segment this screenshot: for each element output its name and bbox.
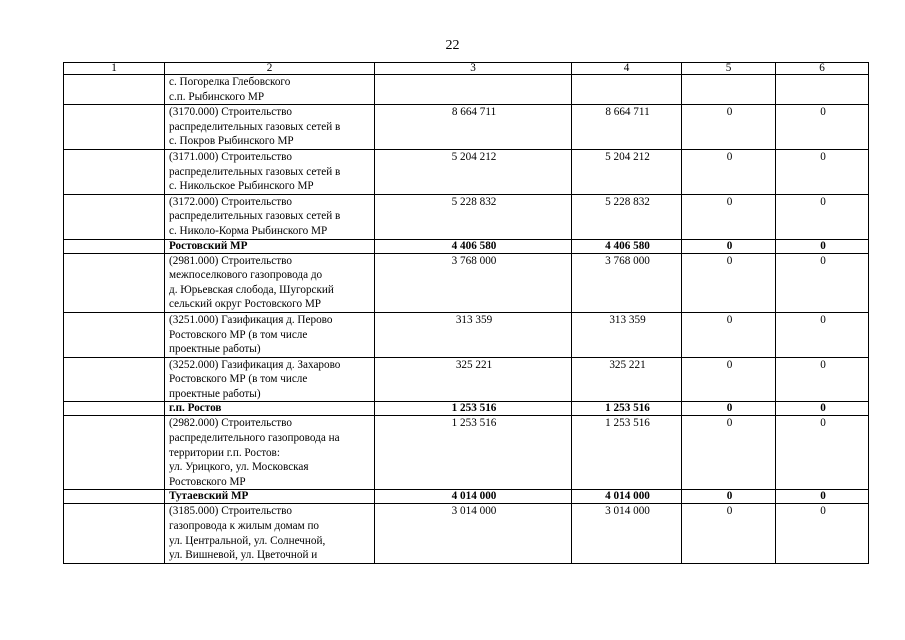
- description-line: сельский округ Ростовского МР: [169, 298, 322, 311]
- cell-c6: [776, 75, 869, 105]
- cell-col-1: [64, 149, 165, 194]
- cell-c4: 4 014 000: [572, 490, 682, 504]
- cell-col-1: [64, 253, 165, 312]
- cell-description: [165, 416, 375, 490]
- table-row: [64, 312, 869, 357]
- cell-col-1: [64, 239, 165, 253]
- description-line: (3171.000) Строительство: [169, 150, 292, 163]
- cell-c4: 8 664 711: [572, 105, 682, 150]
- cell-c3: 325 221: [375, 357, 572, 402]
- cell-c5: 0: [682, 194, 776, 239]
- cell-c5: 0: [682, 504, 776, 563]
- description-line: межпоселкового газопровода до: [169, 269, 323, 282]
- page-number: 22: [445, 38, 460, 53]
- cell-c4: 5 228 832: [572, 194, 682, 239]
- description-line: с. Никольское Рыбинского МР: [169, 180, 314, 193]
- cell-description: [165, 312, 375, 357]
- cell-c3: 5 228 832: [375, 194, 572, 239]
- cell-c5: [682, 75, 776, 105]
- cell-col-1: [64, 105, 165, 150]
- cell-c6: 0: [776, 253, 869, 312]
- table-row: [64, 357, 869, 402]
- cell-col-1: [64, 504, 165, 563]
- cell-c3: 8 664 711: [375, 105, 572, 150]
- cell-description: [165, 194, 375, 239]
- cell-c3: [375, 75, 572, 105]
- cell-c4: [572, 75, 682, 105]
- cell-c5: 0: [682, 239, 776, 253]
- cell-c6: 0: [776, 357, 869, 402]
- column-header: 2: [165, 63, 375, 75]
- cell-col-1: [64, 75, 165, 105]
- description-line: Ростовского МР (в том числе: [169, 328, 308, 341]
- cell-description: [165, 105, 375, 150]
- table-row: [64, 149, 869, 194]
- description-line: (2981.000) Строительство: [169, 254, 292, 267]
- description-line: ул. Вишневой, ул. Цветочной и: [169, 549, 318, 562]
- cell-c5: 0: [682, 312, 776, 357]
- column-header: 4: [572, 63, 682, 75]
- subtotal-row: [64, 239, 869, 253]
- description-line: распределительных газовых сетей в: [169, 210, 341, 223]
- cell-c5: 0: [682, 490, 776, 504]
- cell-c6: 0: [776, 490, 869, 504]
- description-line: Ростовского МР: [169, 475, 246, 488]
- cell-col-1: [64, 357, 165, 402]
- cell-c6: 0: [776, 194, 869, 239]
- description-line: распределительных газовых сетей в: [169, 165, 341, 178]
- budget-table: [63, 62, 869, 564]
- description-line: распределительных газовых сетей в: [169, 120, 341, 133]
- cell-c6: 0: [776, 149, 869, 194]
- cell-c6: 0: [776, 402, 869, 416]
- cell-c4: 313 359: [572, 312, 682, 357]
- cell-c3: 5 204 212: [375, 149, 572, 194]
- cell-c4: 4 406 580: [572, 239, 682, 253]
- cell-c6: 0: [776, 416, 869, 490]
- table-row: [64, 194, 869, 239]
- table-body: [64, 63, 869, 564]
- cell-description: [165, 490, 375, 504]
- description-line: ул. Урицкого, ул. Московская: [169, 461, 309, 474]
- cell-c4: 1 253 516: [572, 402, 682, 416]
- cell-c6: 0: [776, 239, 869, 253]
- description-line: территории г.п. Ростов:: [169, 446, 280, 459]
- cell-c6: 0: [776, 312, 869, 357]
- description-line: д. Юрьевская слобода, Шугорский: [169, 283, 334, 296]
- cell-c3: 3 768 000: [375, 253, 572, 312]
- column-header: 3: [375, 63, 572, 75]
- cell-c3: 313 359: [375, 312, 572, 357]
- table-row: [64, 253, 869, 312]
- cell-description: [165, 75, 375, 105]
- description-line: проектные работы): [169, 387, 261, 400]
- cell-c4: 5 204 212: [572, 149, 682, 194]
- cell-description: [165, 253, 375, 312]
- description-line: проектные работы): [169, 343, 261, 356]
- cell-col-1: [64, 312, 165, 357]
- cell-c4: 3 768 000: [572, 253, 682, 312]
- description-line: с. Погорелка Глебовского: [169, 76, 291, 88]
- cell-description: [165, 504, 375, 563]
- description-line: (2982.000) Строительство: [169, 417, 292, 430]
- description-line: с. Покров Рыбинского МР: [169, 135, 294, 148]
- subtotal-row: [64, 490, 869, 504]
- cell-c4: 325 221: [572, 357, 682, 402]
- description-line: газопровода к жилым домам по: [169, 520, 320, 533]
- cell-c4: 3 014 000: [572, 504, 682, 563]
- cell-c5: 0: [682, 105, 776, 150]
- description-line: распределительного газопровода на: [169, 432, 340, 445]
- description-line: (3170.000) Строительство: [169, 106, 292, 119]
- cell-c5: 0: [682, 253, 776, 312]
- cell-col-1: [64, 194, 165, 239]
- cell-c3: 3 014 000: [375, 504, 572, 563]
- cell-col-1: [64, 416, 165, 490]
- description-line: ул. Центральной, ул. Солнечной,: [169, 534, 326, 547]
- cell-description: [165, 239, 375, 253]
- cell-c5: 0: [682, 357, 776, 402]
- table-row: [64, 416, 869, 490]
- cell-description: [165, 402, 375, 416]
- table-row: [64, 504, 869, 563]
- subtotal-row: [64, 402, 869, 416]
- description-line: Ростовского МР (в том числе: [169, 373, 308, 386]
- description-line: (3185.000) Строительство: [169, 505, 292, 518]
- cell-c3: 1 253 516: [375, 416, 572, 490]
- column-header: 1: [64, 63, 165, 75]
- description-line: (3172.000) Строительство: [169, 195, 292, 208]
- table-row: [64, 75, 869, 105]
- cell-description: [165, 357, 375, 402]
- description-line: с. Николо-Корма Рыбинского МР: [169, 224, 328, 237]
- table-row: [64, 105, 869, 150]
- description-line: (3252.000) Газификация д. Захарово: [169, 358, 341, 371]
- description-line: с.п. Рыбинского МР: [169, 90, 265, 103]
- cell-c3: 4 014 000: [375, 490, 572, 504]
- description-line: Ростовский МР: [169, 239, 248, 252]
- cell-c4: 1 253 516: [572, 416, 682, 490]
- description-line: (3251.000) Газификация д. Перово: [169, 313, 333, 326]
- description-line: г.п. Ростов: [169, 402, 222, 415]
- column-header: 5: [682, 63, 776, 75]
- cell-c5: 0: [682, 149, 776, 194]
- cell-col-1: [64, 402, 165, 416]
- cell-col-1: [64, 490, 165, 504]
- column-header: 6: [776, 63, 869, 75]
- cell-c3: 1 253 516: [375, 402, 572, 416]
- cell-c6: 0: [776, 504, 869, 563]
- cell-c6: 0: [776, 105, 869, 150]
- column-number-row: [64, 63, 869, 75]
- cell-description: [165, 149, 375, 194]
- cell-c3: 4 406 580: [375, 239, 572, 253]
- cell-c5: 0: [682, 416, 776, 490]
- description-line: Тутаевский МР: [169, 490, 249, 503]
- cell-c5: 0: [682, 402, 776, 416]
